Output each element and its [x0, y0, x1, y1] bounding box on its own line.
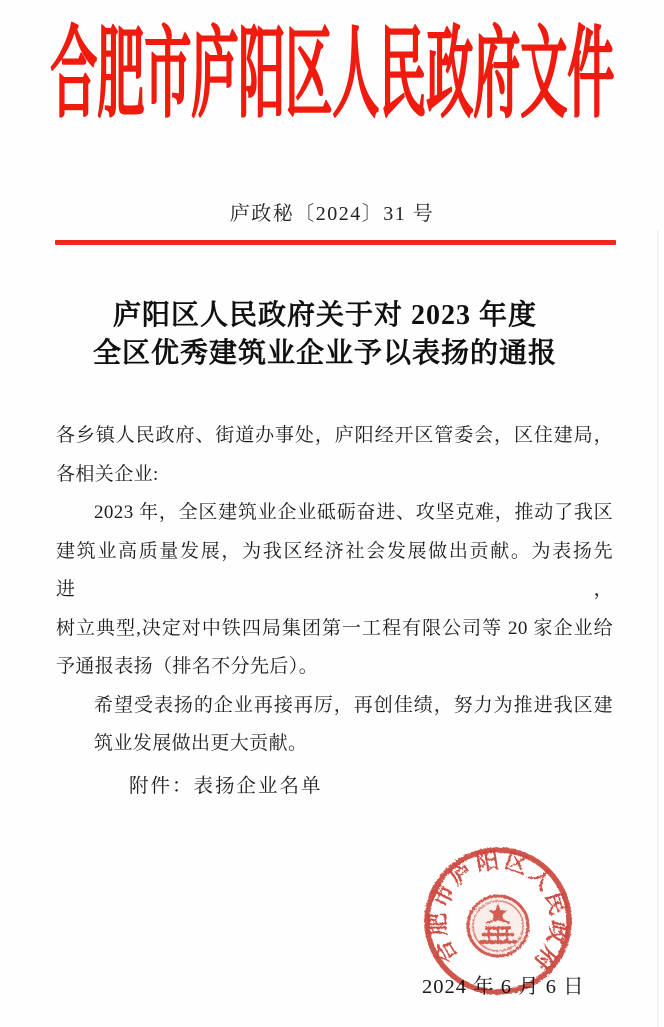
body-line-para1-1: 2023 年，全区建筑业企业砥砺奋进、攻坚克难，推动了我区 — [94, 502, 613, 523]
issue-date: 2024 年 6 月 6 日 — [422, 976, 585, 998]
attachment-note: 附件：表扬企业名单 — [129, 776, 323, 797]
body-line-salutation-1: 各乡镇人民政府、街道办事处，庐阳经开区管委会，区住建局， — [56, 425, 613, 446]
document-title-line-1: 庐阳区人民政府关于对 2023 年度 — [112, 300, 537, 331]
seal-ring-text: 合肥市庐阳区人民政府 — [424, 846, 573, 978]
body-line-para1-2: 建筑业高质量发展，为我区经济社会发展做出贡献。为表扬先进， — [56, 540, 613, 600]
document-title-line-2: 全区优秀建筑业企业予以表扬的通报 — [92, 338, 557, 369]
scan-artifact-line — [657, 230, 659, 1027]
body-line-para1-3: 树立典型,决定对中铁四局集团第一工程有限公司等 20 家企业给 — [56, 617, 613, 639]
red-separator-line — [55, 240, 616, 245]
document-title — [0, 297, 650, 373]
letterhead-title: 合肥市庐阳区人民政府文件 — [50, 18, 614, 130]
national-emblem-icon — [468, 896, 528, 956]
body-line-salutation-2: 各相关企业: — [56, 463, 159, 485]
official-seal — [413, 836, 583, 1006]
document-body — [56, 417, 613, 764]
body-line-para2-1: 希望受表扬的企业再接再厉，再创佳绩，努力为推进我区建 — [94, 694, 613, 716]
document-number: 庐政秘〔2024〕31 号 — [229, 203, 435, 225]
body-line-para1-4: 予通报表扬（排名不分先后）。 — [56, 656, 319, 677]
body-line-para2-2: 筑业发展做出更大贡献。 — [94, 733, 308, 754]
letterhead — [0, 18, 664, 130]
